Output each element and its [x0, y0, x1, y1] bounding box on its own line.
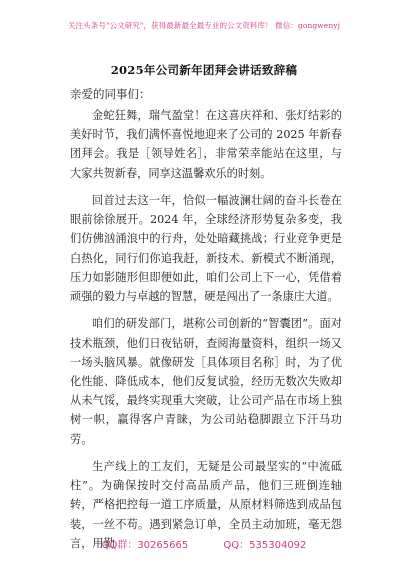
- promo-banner: 关注头条号"公文研究"，获得最新最全最专业的公文资料库！ 微信：gongwenyj: [67, 21, 341, 30]
- document-body: [70, 106, 342, 561]
- paragraph-review: 回首过去这一年，恰似一幅波澜壮阔的奋斗长卷在眼前徐徐展开。2024 年，全球经济形势复杂多变，我们仿佛汹涌浪中的行舟，处处暗藏挑战；行业竞争更是白热化，同行们你追我赶，新技术、新模式不断涌现，压力如影随形但即便如此，咱们公司上下一心，凭借着顽强的毅力与卓越的智慧，硬是闯出了一条康庄大道。: [70, 194, 342, 304]
- paragraph-opening: 金蛇狂舞，瑞气盈堂！在这喜庆祥和、张灯结彩的美好时节，我们满怀喜悦地迎来了公司的 2025 年新春团拜会。我是［领导姓名］，非常荣幸能站在这里，与大家共贺新春，同享这温馨欢乐的时刻。: [70, 109, 342, 180]
- contact-footer: [0, 536, 408, 551]
- paragraph-rnd: 咱们的研发部门，堪称公司创新的“智囊团”。面对技术瓶颈，他们日夜钻研，查阅海量资料，组织一场又一场头脑风暴。就像研发［具体项目名称］时，为了优化性能、降低成本，他们反复试验，经历无数次失败却从未气馁，最终实现重大突破，让公司产品在市场上独树一帜，赢得客户青睐，为公司站稳脚跟立下汗马功劳。: [70, 317, 342, 446]
- page-title: 2025年公司新年团拜会讲话致辞稿: [110, 63, 298, 77]
- qq-group-number: QQ群：30265665: [101, 540, 189, 551]
- salutation: 亲爱的同事们：: [70, 87, 151, 101]
- paragraph-production: 生产线上的工友们，无疑是公司最坚实的“中流砥柱”。为确保按时交付高品质产品，他们三班倒连轴转，严格把控每一道工序质量，从原材料筛选到成品包装，一丝不苟。遇到紧急订单，全员主动加班，毫无怨言，用勤: [70, 460, 342, 550]
- qq-number: QQ：535304092: [223, 540, 307, 551]
